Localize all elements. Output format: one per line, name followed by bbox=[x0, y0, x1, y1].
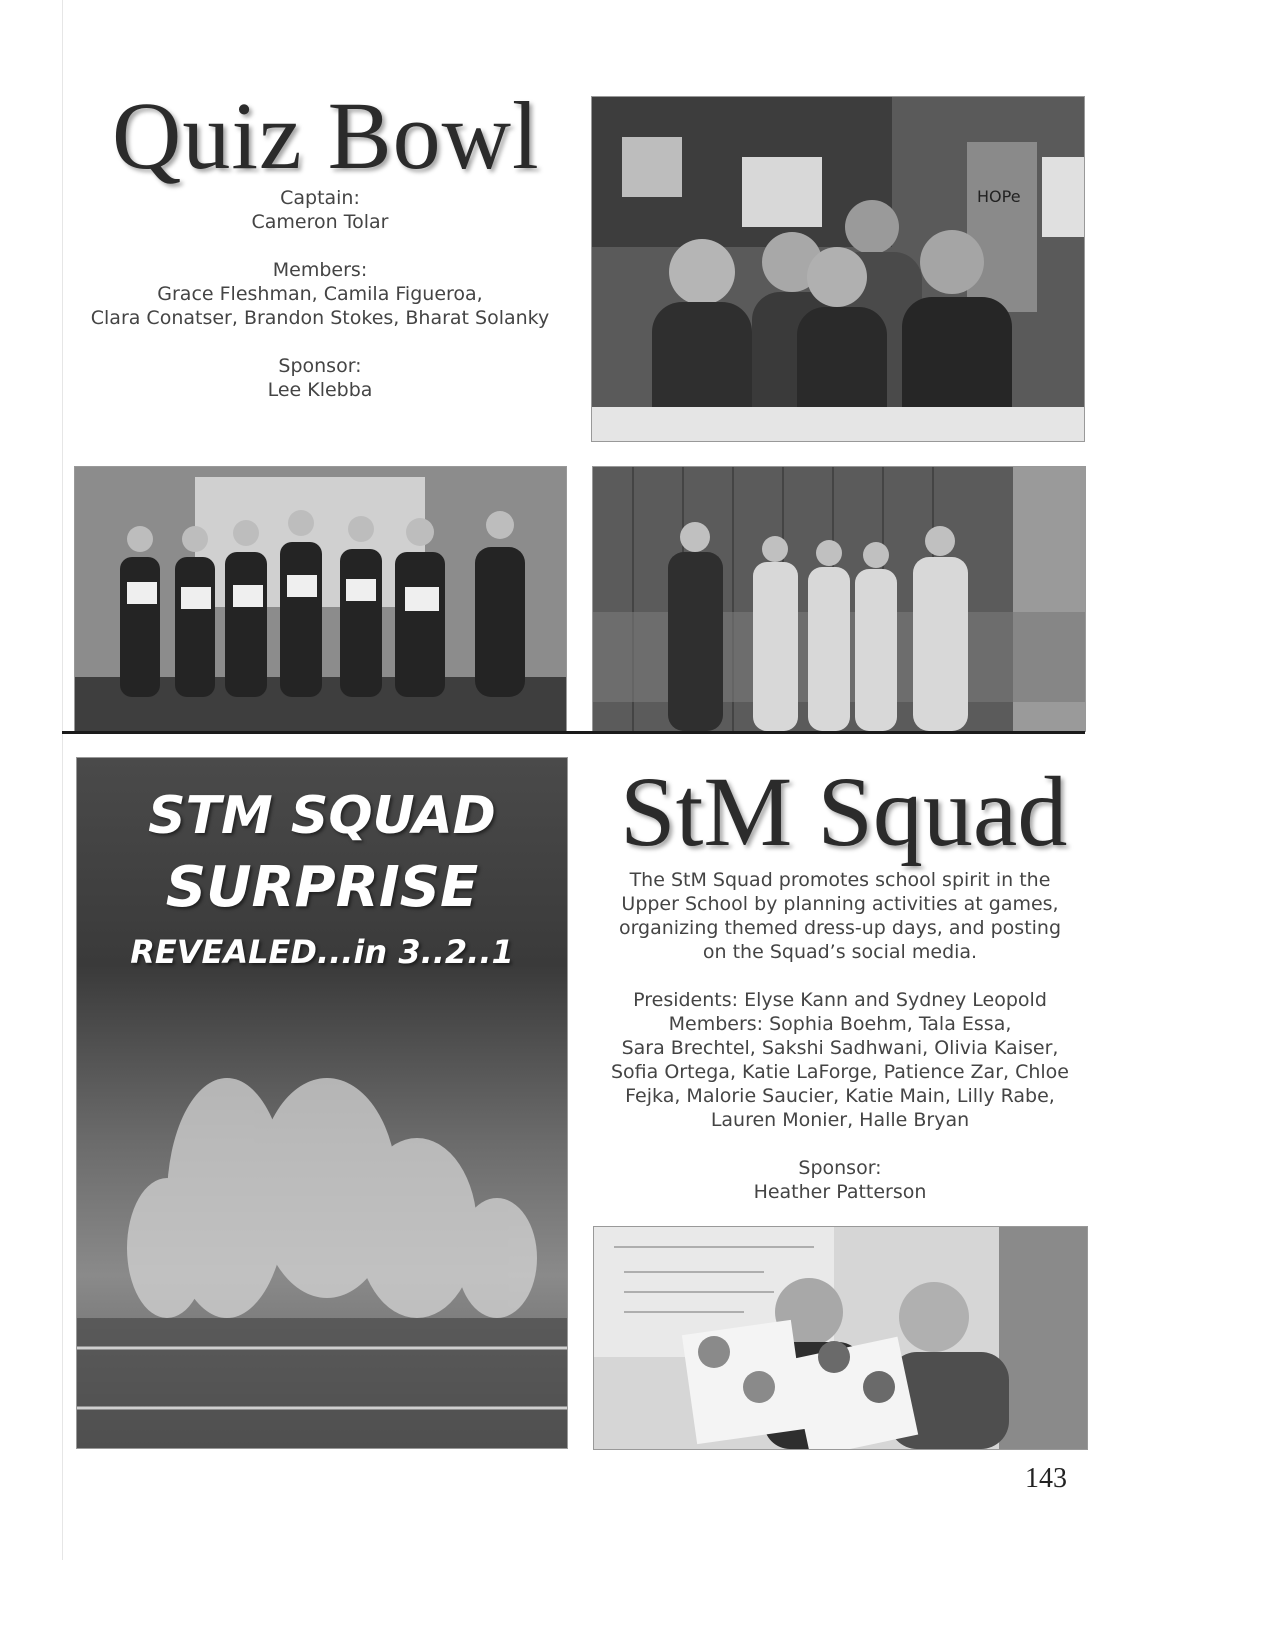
description-line: organizing themed dress-up days, and posting bbox=[618, 917, 1062, 939]
poster-line-3: REVEALED...in 3..2..1 bbox=[130, 933, 514, 971]
description-line: on the Squad’s social media. bbox=[702, 941, 978, 963]
members-line: Clara Conatser, Brandon Stokes, Bharat Solanky bbox=[90, 307, 550, 329]
members-line: Sara Brechtel, Sakshi Sadhwani, Olivia Kaiser, bbox=[621, 1037, 1059, 1059]
members-line: Grace Fleshman, Camila Figueroa, bbox=[157, 283, 483, 305]
captain-label: Captain: bbox=[280, 187, 360, 209]
quiz-bowl-team-photo bbox=[591, 96, 1085, 442]
section-divider bbox=[62, 731, 1085, 734]
members-line: Lauren Monier, Halle Bryan bbox=[710, 1109, 970, 1131]
margin-line bbox=[62, 0, 63, 1560]
stm-squad-surprise-poster bbox=[76, 757, 568, 1449]
stm-squad-title: StM Squad bbox=[620, 756, 1068, 867]
sponsor-label: Sponsor: bbox=[278, 355, 362, 377]
sponsor-name: Lee Klebba bbox=[267, 379, 373, 401]
captain-name: Cameron Tolar bbox=[251, 211, 389, 233]
hope-sign-text: HOPe bbox=[977, 187, 1021, 206]
quiz-bowl-info bbox=[70, 186, 570, 402]
description-line: The StM Squad promotes school spirit in the bbox=[629, 869, 1051, 891]
quiz-bowl-awards-photo bbox=[74, 466, 567, 732]
members-line: Sofia Ortega, Katie LaForge, Patience Zar, Chloe bbox=[611, 1061, 1069, 1083]
stm-squad-outdoor-photo bbox=[592, 466, 1086, 732]
description-line: Upper School by planning activities at games, bbox=[621, 893, 1059, 915]
stm-squad-signs-photo bbox=[593, 1226, 1088, 1450]
page-number: 143 bbox=[1025, 1463, 1067, 1494]
quiz-bowl-title: Quiz Bowl bbox=[112, 82, 540, 189]
members-line: Presidents: Elyse Kann and Sydney Leopold bbox=[633, 989, 1047, 1011]
members-line: Members: Sophia Boehm, Tala Essa, bbox=[668, 1013, 1012, 1035]
members-line: Fejka, Malorie Saucier, Katie Main, Lilly Rabe, bbox=[625, 1085, 1055, 1107]
members-label: Members: bbox=[272, 259, 368, 281]
poster-line-1: STM SQUAD bbox=[148, 786, 496, 846]
sponsor-label: Sponsor: bbox=[798, 1157, 882, 1179]
sponsor-name: Heather Patterson bbox=[753, 1181, 927, 1203]
stm-squad-info bbox=[590, 868, 1090, 1204]
poster-line-2: SURPRISE bbox=[165, 855, 479, 920]
